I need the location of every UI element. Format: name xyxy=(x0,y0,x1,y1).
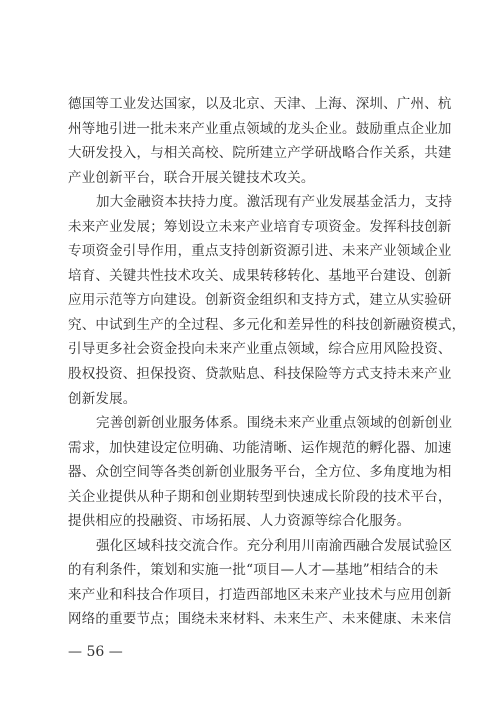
text-line: 德国等工业发达国家，以及北京、天津、上海、深圳、广州、杭 xyxy=(68,96,452,112)
text-line: 培育、关键共性技术攻关、成果转移转化、基地平台建设、创新 xyxy=(68,267,452,284)
text-line: 关企业提供从种子期和创业期转型到快速成长阶段的技术平台， xyxy=(68,488,452,505)
text-line: 创新发展。 xyxy=(68,390,137,407)
text-line: 产业创新平台，联合开展关键技术攻关。 xyxy=(68,169,315,186)
text-line: 提供相应的投融资、市场拓展、人力资源等综合化服务。 xyxy=(68,513,411,530)
text-line: 引导更多社会资金投向未来产业重点领域，综合应用风险投资、 xyxy=(68,341,452,358)
paragraph-heading-line: 完善创新创业服务体系。围绕未来产业重点领域的创新创业 xyxy=(96,415,453,432)
page-number: — 56 — xyxy=(68,644,123,660)
text-line: 股权投资、担保投资、贷款贴息、科技保险等方式支持未来产业 xyxy=(68,366,452,382)
text-line: 究、中试到生产的全过程、多元化和差异性的科技创新融资模式， xyxy=(68,316,466,333)
text-line: 专项资金引导作用，重点支持创新资源引进、未来产业领域企业 xyxy=(68,243,452,260)
text-line: 需求，加快建设定位明确、功能清晰、运作规范的孵化器、加速 xyxy=(68,439,452,456)
text-line: 网络的重要节点；围绕未来材料、未来生产、未来健康、未来信 xyxy=(68,611,452,628)
text-line: 州等地引进一批未来产业重点领域的龙头企业。鼓励重点企业加 xyxy=(68,120,452,137)
text-line: 的有利条件，策划和实施一批“项目—人才—基地”相结合的未 xyxy=(68,562,439,579)
text-line: 来产业和科技合作项目，打造西部地区未来产业技术与应用创新 xyxy=(68,586,452,603)
text-line: 未来产业发展；筹划设立未来产业培育专项资金。发挥科技创新 xyxy=(68,218,452,235)
text-line: 应用示范等方向建设。创新资金组织和支持方式，建立从实验研 xyxy=(68,292,452,309)
paragraph-heading-line: 强化区域科技交流合作。充分利用川南渝西融合发展试验区 xyxy=(96,537,453,554)
text-line: 器、众创空间等各类创新创业服务平台，全方位、多角度地为相 xyxy=(68,464,452,481)
text-line: 大研发投入，与相关高校、院所建立产学研战略合作关系，共建 xyxy=(68,145,452,162)
paragraph-heading-line: 加大金融资本扶持力度。激活现有产业发展基金活力，支持 xyxy=(96,194,453,211)
